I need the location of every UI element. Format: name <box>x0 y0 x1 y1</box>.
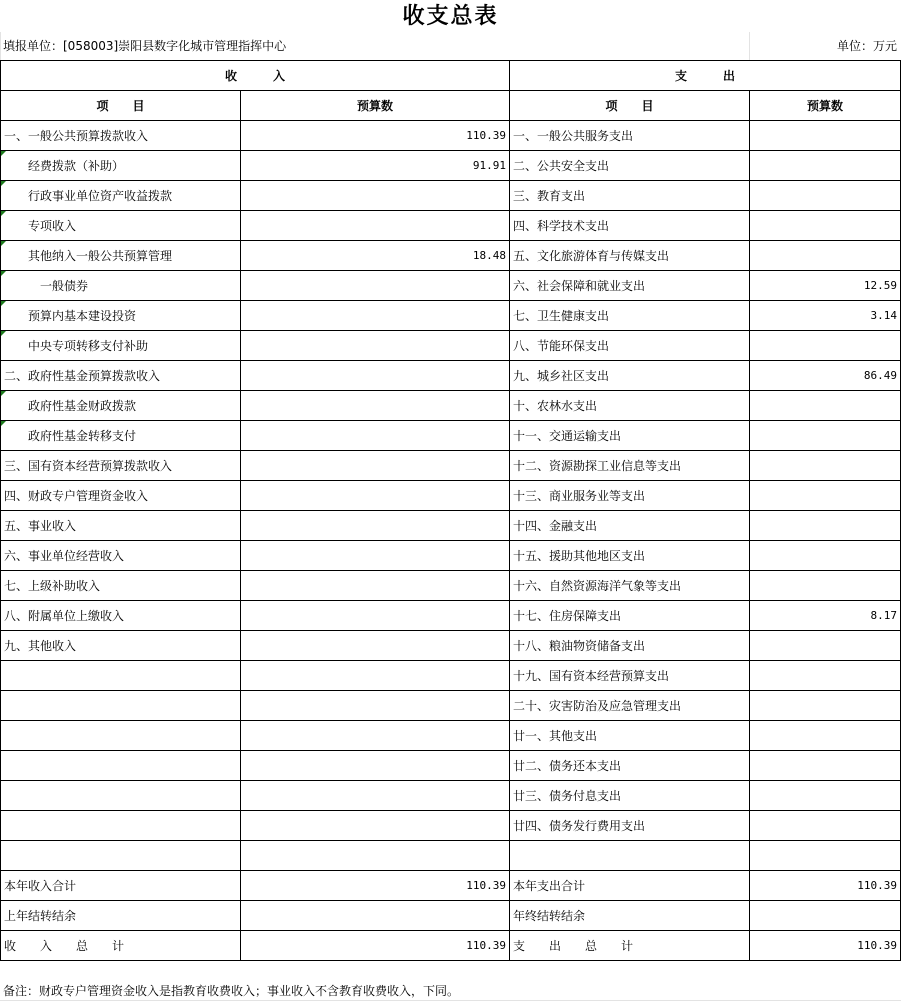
expense-item-cell: 一、一般公共服务支出 <box>510 121 750 151</box>
table-row <box>1 121 901 151</box>
income-budget-cell <box>241 661 510 691</box>
expense-item-cell: 十七、住房保障支出 <box>510 601 750 631</box>
income-item-header: 项 目 <box>1 91 241 121</box>
table-row <box>1 211 901 241</box>
expense-budget-cell <box>750 781 901 811</box>
income-item-cell: 八、附属单位上缴收入 <box>1 601 241 631</box>
expense-item-cell: 十五、援助其他地区支出 <box>510 541 750 571</box>
income-item-cell: 其他纳入一般公共预算管理 <box>1 241 241 271</box>
income-budget-cell: 110.39 <box>241 931 510 961</box>
income-budget-cell <box>241 541 510 571</box>
income-item-cell: 政府性基金转移支付 <box>1 421 241 451</box>
income-budget-cell <box>241 331 510 361</box>
income-budget-cell <box>241 271 510 301</box>
expense-item-cell: 四、科学技术支出 <box>510 211 750 241</box>
expense-item-cell: 五、文化旅游体育与传媒支出 <box>510 241 750 271</box>
expense-budget-cell <box>750 481 901 511</box>
income-item-cell <box>1 781 241 811</box>
table-row <box>1 391 901 421</box>
income-item-cell: 五、事业收入 <box>1 511 241 541</box>
expense-budget-cell: 110.39 <box>750 871 901 901</box>
expense-item-cell: 十二、资源勘探工业信息等支出 <box>510 451 750 481</box>
table-row <box>1 601 901 631</box>
table-row <box>1 451 901 481</box>
income-budget-header: 预算数 <box>241 91 510 121</box>
income-budget-cell <box>241 601 510 631</box>
table-row <box>1 661 901 691</box>
expense-budget-cell <box>750 451 901 481</box>
income-item-cell: 本年收入合计 <box>1 871 241 901</box>
expense-budget-cell <box>750 841 901 871</box>
expense-budget-cell: 8.17 <box>750 601 901 631</box>
expense-item-cell: 廿三、债务付息支出 <box>510 781 750 811</box>
expense-item-cell: 九、城乡社区支出 <box>510 361 750 391</box>
table-row <box>1 301 901 331</box>
expense-budget-cell: 12.59 <box>750 271 901 301</box>
income-item-cell: 二、政府性基金预算拨款收入 <box>1 361 241 391</box>
income-budget-cell <box>241 571 510 601</box>
income-item-cell: 九、其他收入 <box>1 631 241 661</box>
income-item-cell: 中央专项转移支付补助 <box>1 331 241 361</box>
expense-item-cell: 十三、商业服务业等支出 <box>510 481 750 511</box>
table-row <box>1 511 901 541</box>
income-item-cell <box>1 691 241 721</box>
expense-item-cell: 廿一、其他支出 <box>510 721 750 751</box>
table-row <box>1 271 901 301</box>
expense-item-cell: 十四、金融支出 <box>510 511 750 541</box>
income-item-cell: 收 入 总 计 <box>1 931 241 961</box>
filing-unit: 填报单位：[058003]崇阳县数字化城市管理指挥中心 <box>3 39 287 53</box>
expense-budget-cell <box>750 751 901 781</box>
expense-budget-cell <box>750 121 901 151</box>
section-header-row <box>1 61 901 91</box>
income-budget-cell <box>241 511 510 541</box>
expense-budget-cell <box>750 691 901 721</box>
expense-item-cell: 七、卫生健康支出 <box>510 301 750 331</box>
income-item-cell <box>1 661 241 691</box>
income-budget-cell <box>241 391 510 421</box>
income-item-cell: 上年结转结余 <box>1 901 241 931</box>
table-row <box>1 421 901 451</box>
income-item-cell: 经费拨款（补助） <box>1 151 241 181</box>
income-budget-cell: 91.91 <box>241 151 510 181</box>
expense-budget-cell: 110.39 <box>750 931 901 961</box>
table-row <box>1 361 901 391</box>
expense-budget-cell <box>750 811 901 841</box>
column-header-row <box>1 91 901 121</box>
expense-item-cell: 年终结转结余 <box>510 901 750 931</box>
income-section-header: 收 入 <box>1 61 510 91</box>
table-row <box>1 931 901 961</box>
income-budget-cell: 18.48 <box>241 241 510 271</box>
expense-item-header: 项 目 <box>510 91 750 121</box>
income-item-cell: 六、事业单位经营收入 <box>1 541 241 571</box>
expense-item-cell: 本年支出合计 <box>510 871 750 901</box>
expense-budget-header: 预算数 <box>750 91 901 121</box>
expense-section-header: 支 出 <box>510 61 901 91</box>
income-item-cell: 一、一般公共预算拨款收入 <box>1 121 241 151</box>
expense-item-cell: 六、社会保障和就业支出 <box>510 271 750 301</box>
income-budget-cell <box>241 901 510 931</box>
footnote: 备注：财政专户管理资金收入是指教育收费收入；事业收入不含教育收费收入，下同。 <box>3 984 460 998</box>
income-budget-cell <box>241 751 510 781</box>
income-item-cell: 行政事业单位资产收益拨款 <box>1 181 241 211</box>
sheet-gridline <box>749 32 750 60</box>
table-row <box>1 721 901 751</box>
budget-summary-table <box>0 60 901 961</box>
income-item-cell: 政府性基金财政拨款 <box>1 391 241 421</box>
expense-item-cell: 十六、自然资源海洋气象等支出 <box>510 571 750 601</box>
table-row <box>1 811 901 841</box>
table-row <box>1 901 901 931</box>
expense-budget-cell <box>750 391 901 421</box>
expense-budget-cell <box>750 661 901 691</box>
income-budget-cell <box>241 721 510 751</box>
income-item-cell <box>1 751 241 781</box>
sheet-gridline <box>0 1000 901 1001</box>
table-row <box>1 571 901 601</box>
income-item-cell: 专项收入 <box>1 211 241 241</box>
currency-unit: 单位：万元 <box>836 39 897 53</box>
income-item-cell: 预算内基本建设投资 <box>1 301 241 331</box>
income-budget-cell <box>241 421 510 451</box>
sheet-gridline <box>0 32 1 60</box>
expense-item-cell: 支 出 总 计 <box>510 931 750 961</box>
income-item-cell <box>1 721 241 751</box>
table-row <box>1 691 901 721</box>
expense-item-cell <box>510 841 750 871</box>
income-budget-cell <box>241 451 510 481</box>
income-budget-cell: 110.39 <box>241 121 510 151</box>
expense-budget-cell <box>750 331 901 361</box>
page-title: 收支总表 <box>402 4 499 29</box>
expense-item-cell: 十八、粮油物资储备支出 <box>510 631 750 661</box>
income-budget-cell <box>241 631 510 661</box>
expense-item-cell: 十、农林水支出 <box>510 391 750 421</box>
table-row <box>1 631 901 661</box>
income-budget-cell <box>241 691 510 721</box>
expense-budget-cell <box>750 571 901 601</box>
table-row <box>1 751 901 781</box>
expense-budget-cell <box>750 211 901 241</box>
expense-budget-cell: 3.14 <box>750 301 901 331</box>
expense-budget-cell <box>750 151 901 181</box>
expense-item-cell: 十一、交通运输支出 <box>510 421 750 451</box>
table-row <box>1 871 901 901</box>
table-row <box>1 841 901 871</box>
income-budget-cell <box>241 481 510 511</box>
table-row <box>1 481 901 511</box>
table-row <box>1 151 901 181</box>
income-budget-cell <box>241 781 510 811</box>
table-row <box>1 241 901 271</box>
expense-item-cell: 廿二、债务还本支出 <box>510 751 750 781</box>
expense-item-cell: 二、公共安全支出 <box>510 151 750 181</box>
expense-budget-cell: 86.49 <box>750 361 901 391</box>
expense-budget-cell <box>750 181 901 211</box>
expense-budget-cell <box>750 241 901 271</box>
income-item-cell: 一般债券 <box>1 271 241 301</box>
income-item-cell <box>1 841 241 871</box>
income-budget-cell <box>241 811 510 841</box>
income-budget-cell <box>241 301 510 331</box>
expense-budget-cell <box>750 421 901 451</box>
income-item-cell: 四、财政专户管理资金收入 <box>1 481 241 511</box>
table-row <box>1 541 901 571</box>
expense-item-cell: 十九、国有资本经营预算支出 <box>510 661 750 691</box>
income-budget-cell <box>241 211 510 241</box>
income-budget-cell <box>241 841 510 871</box>
table-row <box>1 181 901 211</box>
income-budget-cell <box>241 361 510 391</box>
expense-item-cell: 廿四、债务发行费用支出 <box>510 811 750 841</box>
expense-budget-cell <box>750 721 901 751</box>
income-item-cell: 七、上级补助收入 <box>1 571 241 601</box>
income-budget-cell <box>241 181 510 211</box>
table-row <box>1 331 901 361</box>
expense-budget-cell <box>750 541 901 571</box>
expense-item-cell: 八、节能环保支出 <box>510 331 750 361</box>
expense-item-cell: 三、教育支出 <box>510 181 750 211</box>
table-body <box>1 61 901 961</box>
expense-item-cell: 二十、灾害防治及应急管理支出 <box>510 691 750 721</box>
expense-budget-cell <box>750 901 901 931</box>
income-item-cell: 三、国有资本经营预算拨款收入 <box>1 451 241 481</box>
expense-budget-cell <box>750 511 901 541</box>
income-item-cell <box>1 811 241 841</box>
income-budget-cell: 110.39 <box>241 871 510 901</box>
table-row <box>1 781 901 811</box>
expense-budget-cell <box>750 631 901 661</box>
